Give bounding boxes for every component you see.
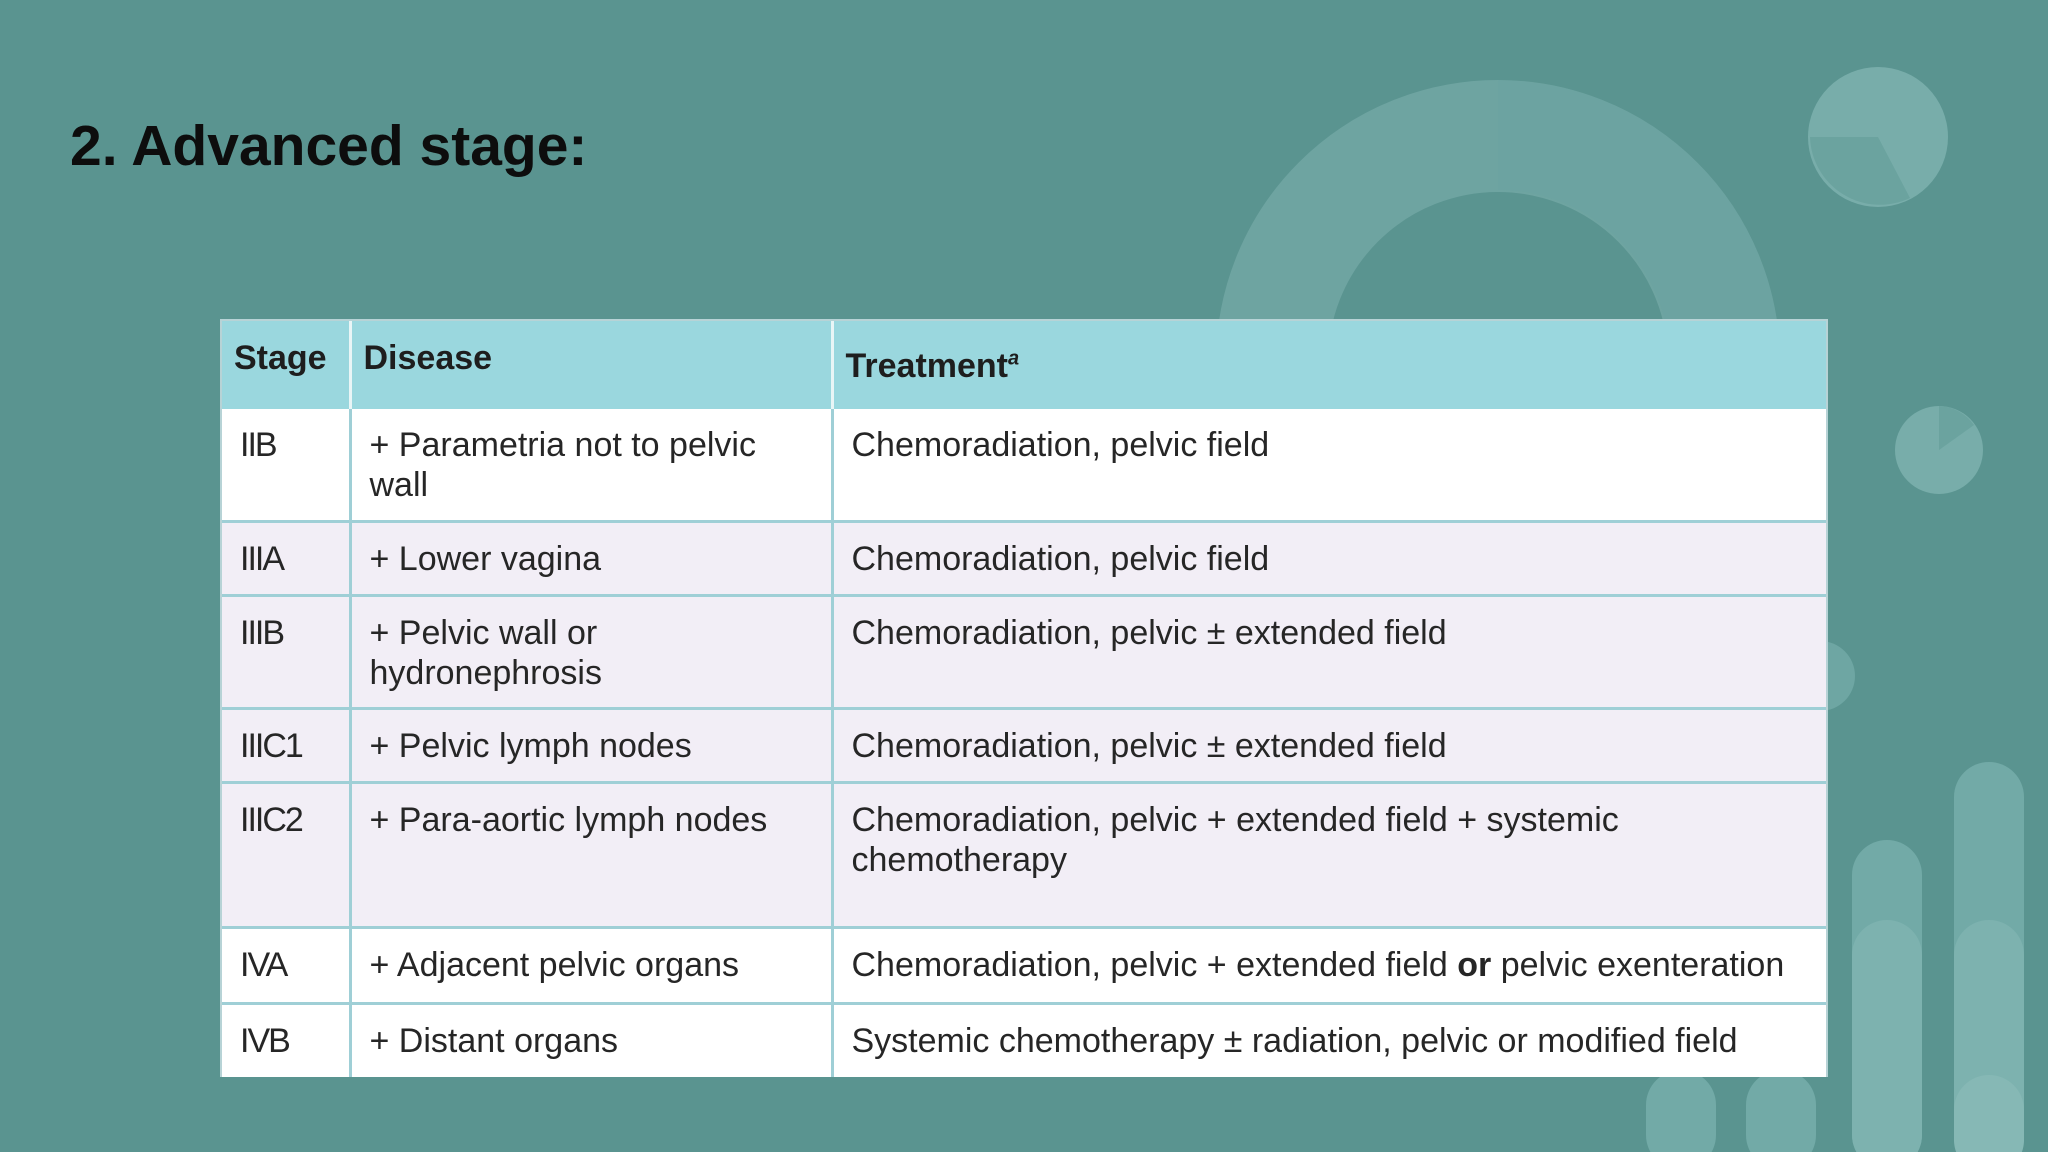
- cell-disease: + Lower vagina: [350, 521, 832, 595]
- cell-treatment: Chemoradiation, pelvic field: [832, 521, 1826, 595]
- cell-stage: IIIB: [222, 595, 350, 708]
- table-row: [222, 708, 1826, 782]
- cell-disease: + Para-aortic lymph nodes: [350, 782, 832, 927]
- table-row: [222, 521, 1826, 595]
- cell-stage: IIIC2: [222, 782, 350, 927]
- header-disease: Disease: [350, 321, 832, 409]
- cell-treatment: Chemoradiation, pelvic ± extended field: [832, 708, 1826, 782]
- table-row: [222, 1003, 1826, 1077]
- cell-disease: + Parametria not to pelvic wall: [350, 409, 832, 521]
- cell-treatment-part: pelvic exenteration: [1500, 945, 1785, 984]
- table-row: [222, 409, 1826, 521]
- cell-disease: + Adjacent pelvic organs: [350, 927, 832, 1003]
- header-treatment-label: Treatment: [845, 347, 1008, 385]
- cell-stage: IIIA: [222, 521, 350, 595]
- table-row: [222, 595, 1826, 708]
- cell-stage: IVB: [222, 1003, 350, 1077]
- decorative-pie-large: [1808, 67, 1948, 207]
- cell-treatment: Chemoradiation, pelvic + extended field + systemic chemotherapy: [832, 782, 1826, 927]
- table-row: [222, 782, 1826, 927]
- cell-treatment-part: Chemoradiation, pelvic + extended field: [851, 945, 1448, 984]
- header-stage: Stage: [222, 321, 350, 409]
- decorative-pie-small: [1895, 406, 1983, 494]
- cell-treatment: Systemic chemotherapy ± radiation, pelvic or modified field: [832, 1003, 1826, 1077]
- table-header-row: [222, 321, 1826, 409]
- cell-treatment-or: or: [1457, 945, 1492, 984]
- header-treatment: [832, 321, 1826, 409]
- cell-disease: + Distant organs: [350, 1003, 832, 1077]
- cell-stage: IVA: [222, 927, 350, 1003]
- slide-title: 2. Advanced stage:: [70, 114, 588, 178]
- cell-stage: IIIC1: [222, 708, 350, 782]
- table-row: [222, 927, 1826, 1003]
- cell-disease: + Pelvic wall or hydronephrosis: [350, 595, 832, 708]
- cell-treatment: Chemoradiation, pelvic field: [832, 409, 1826, 521]
- staging-treatment-table: [220, 319, 1828, 1077]
- cell-treatment: Chemoradiation, pelvic ± extended field: [832, 595, 1826, 708]
- cell-disease: + Pelvic lymph nodes: [350, 708, 832, 782]
- cell-stage: IIB: [222, 409, 350, 521]
- header-treatment-footnote: a: [1008, 347, 1020, 370]
- cell-treatment: [832, 927, 1826, 1003]
